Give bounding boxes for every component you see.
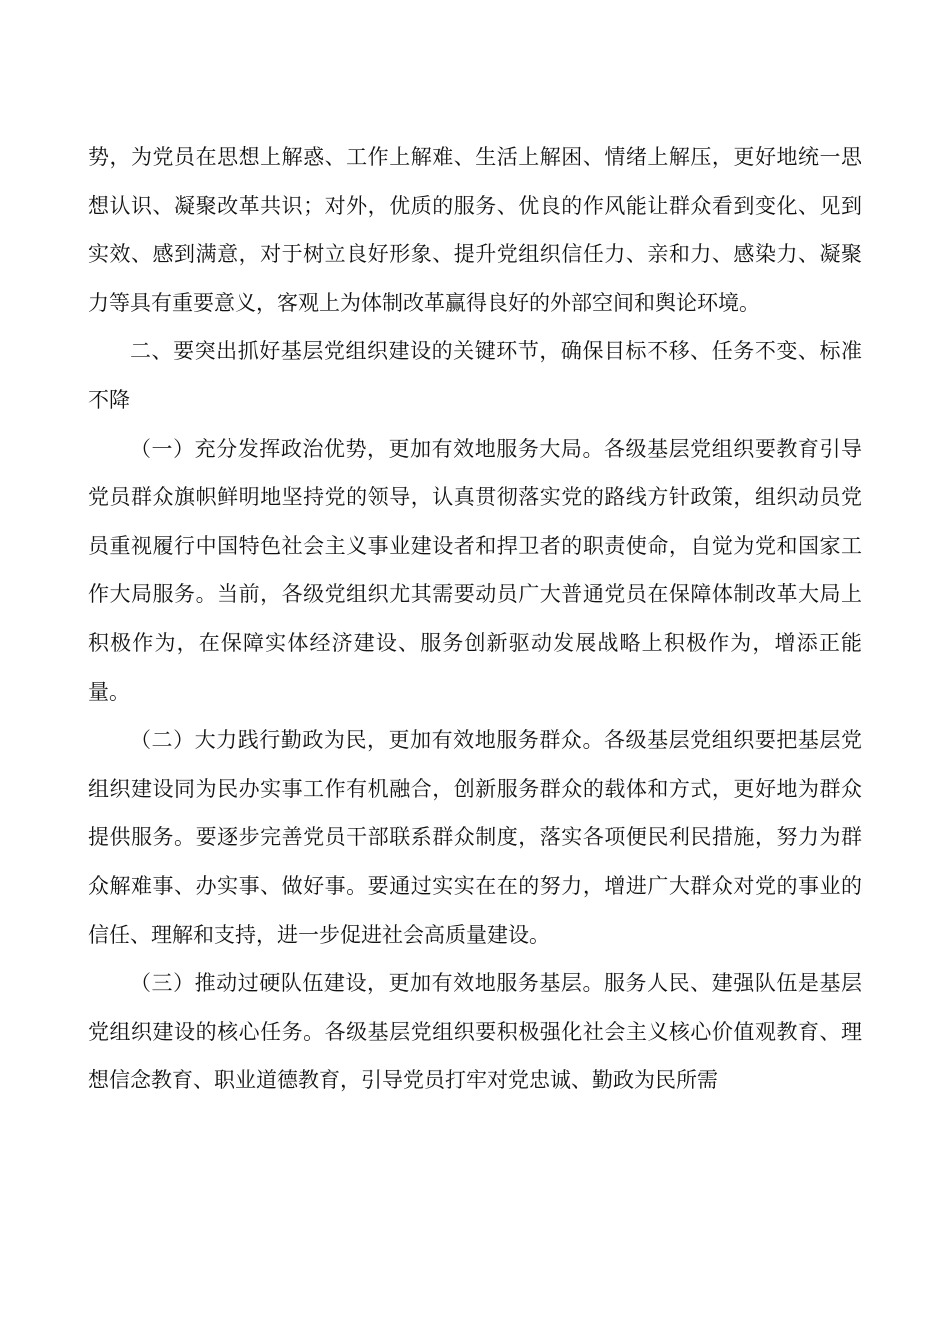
paragraph-continuation: 势，为党员在思想上解惑、工作上解难、生活上解困、情绪上解压，更好地统一思想认识、凝聚改革共识；对外，优质的服务、优良的作风能让群众看到变化、见到实效、感到满意，对于树立良好形象、提升党组织信任力、亲和力、感染力、凝聚力等具有重要意义，客观上为体制改革赢得良好的外部空间和舆论环境。 <box>88 145 862 315</box>
paragraph-item-1: （一）充分发挥政治优势，更加有效地服务大局。各级基层党组织要教育引导党员群众旗帜鲜明地坚持党的领导，认真贯彻落实党的路线方针政策，组织动员党员重视履行中国特色社会主义事业建设者和捍卫者的职责使命，自觉为党和国家工作大局服务。当前，各级党组织尤其需要动员广大普通党员在保障体制改革大局上积极作为，在保障实体经济建设、服务创新驱动发展战略上积极作为，增添正能量。 <box>88 436 862 704</box>
document-page <box>88 133 862 1105</box>
section-heading: 二、要突出抓好基层党组织建设的关键环节，确保目标不移、任务不变、标准不降 <box>88 339 862 412</box>
paragraph-item-3: （三）推动过硬队伍建设，更加有效地服务基层。服务人民、建强队伍是基层党组织建设的核心任务。各级基层党组织要积极强化社会主义核心价值观教育、理想信念教育、职业道德教育，引导党员打牢对党忠诚、勤政为民所需 <box>88 971 862 1093</box>
paragraph-item-2: （二）大力践行勤政为民，更加有效地服务群众。各级基层党组织要把基层党组织建设同为民办实事工作有机融合，创新服务群众的载体和方式，更好地为群众提供服务。要逐步完善党员干部联系群众制度，落实各项便民利民措施，努力为群众解难事、办实事、做好事。要通过实实在在的努力，增进广大群众对党的事业的信任、理解和支持，进一步促进社会高质量建设。 <box>88 728 862 947</box>
